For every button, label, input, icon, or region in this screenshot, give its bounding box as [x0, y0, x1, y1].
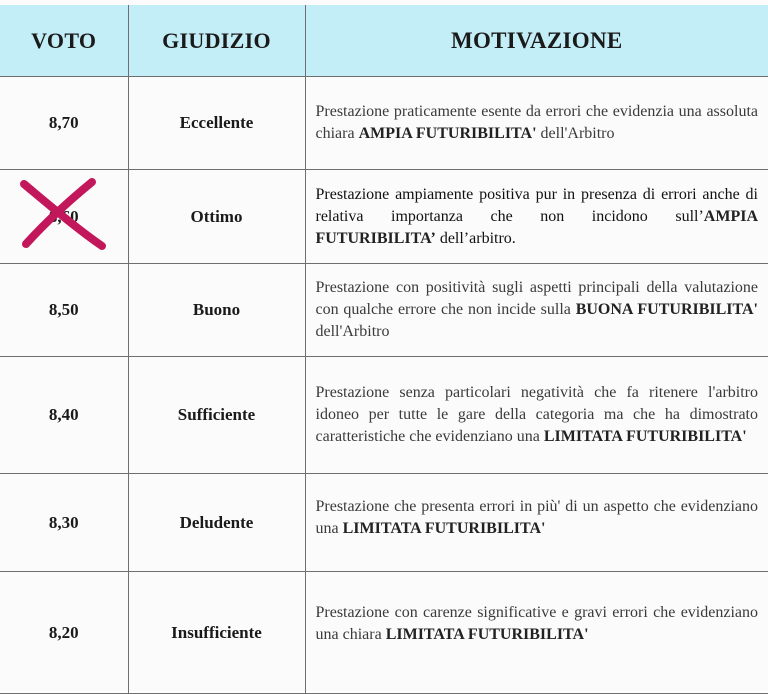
motivazione-text: Prestazione che presenta errori in più' di un aspetto che evidenziano una [315, 498, 758, 537]
motivazione-emphasis: LIMITATA FUTURIBILITA' [543, 428, 747, 445]
motivazione-emphasis: LIMITATA FUTURIBILITA' [342, 520, 546, 537]
motivazione-text-end: dell’arbitro. [435, 229, 516, 247]
giudizio-cell: Buono [128, 264, 305, 357]
giudizio-cell: Deludente [128, 474, 305, 572]
voto-cell: 8,50 [0, 264, 128, 357]
rating-table [0, 5, 768, 694]
table-row [0, 170, 768, 264]
motivazione-text-end: dell'Arbitro [536, 125, 615, 142]
giudizio-cell: Ottimo [128, 170, 305, 264]
voto-cell: 8,40 [0, 357, 128, 474]
motivazione-text: Prestazione con carenze significative e gravi errori che evidenziano una chiara [315, 604, 758, 643]
giudizio-cell: Insufficiente [128, 572, 305, 694]
table-row [0, 357, 768, 474]
motivazione-text: Prestazione ampiamente positiva pur in presenza di errori anche di relativa importanza che non incidono sull’ [315, 185, 758, 225]
motivazione-cell [305, 264, 768, 357]
voto-cell: 8,60 [0, 170, 128, 264]
table-row [0, 572, 768, 694]
table-row [0, 264, 768, 357]
motivazione-cell [305, 474, 768, 572]
motivazione-cell [305, 77, 768, 170]
motivazione-text: Prestazione praticamente esente da errori che evidenzia una assoluta chiara [315, 103, 758, 142]
motivazione-emphasis: LIMITATA FUTURIBILITA' [385, 626, 589, 643]
giudizio-cell: Eccellente [128, 77, 305, 170]
motivazione-emphasis: AMPIA FUTURIBILITA’ [315, 207, 758, 247]
motivazione-emphasis: BUONA FUTURIBILITA' [575, 301, 759, 318]
header-voto: VOTO [0, 5, 128, 77]
header-row [0, 5, 768, 77]
motivazione-cell [305, 572, 768, 694]
table-row [0, 474, 768, 572]
voto-cell: 8,70 [0, 77, 128, 170]
motivazione-cell [305, 170, 768, 264]
header-motivazione: MOTIVAZIONE [305, 5, 768, 77]
motivazione-text: Prestazione con positività sugli aspetti principali della valutazione con qualche errore che non incide sulla [315, 279, 758, 318]
header-giudizio: GIUDIZIO [128, 5, 305, 77]
motivazione-cell [305, 357, 768, 474]
voto-cell: 8,20 [0, 572, 128, 694]
giudizio-cell: Sufficiente [128, 357, 305, 474]
motivazione-text-end: dell'Arbitro [315, 323, 390, 340]
motivazione-emphasis: AMPIA FUTURIBILITA' [358, 125, 537, 142]
voto-cell: 8,30 [0, 474, 128, 572]
motivazione-text: Prestazione senza particolari negatività che fa ritenere l'arbitro idoneo per tutte le gare della categoria ma che ha dimostrato caratteristiche che evidenziano una [315, 384, 758, 445]
table-row [0, 77, 768, 170]
